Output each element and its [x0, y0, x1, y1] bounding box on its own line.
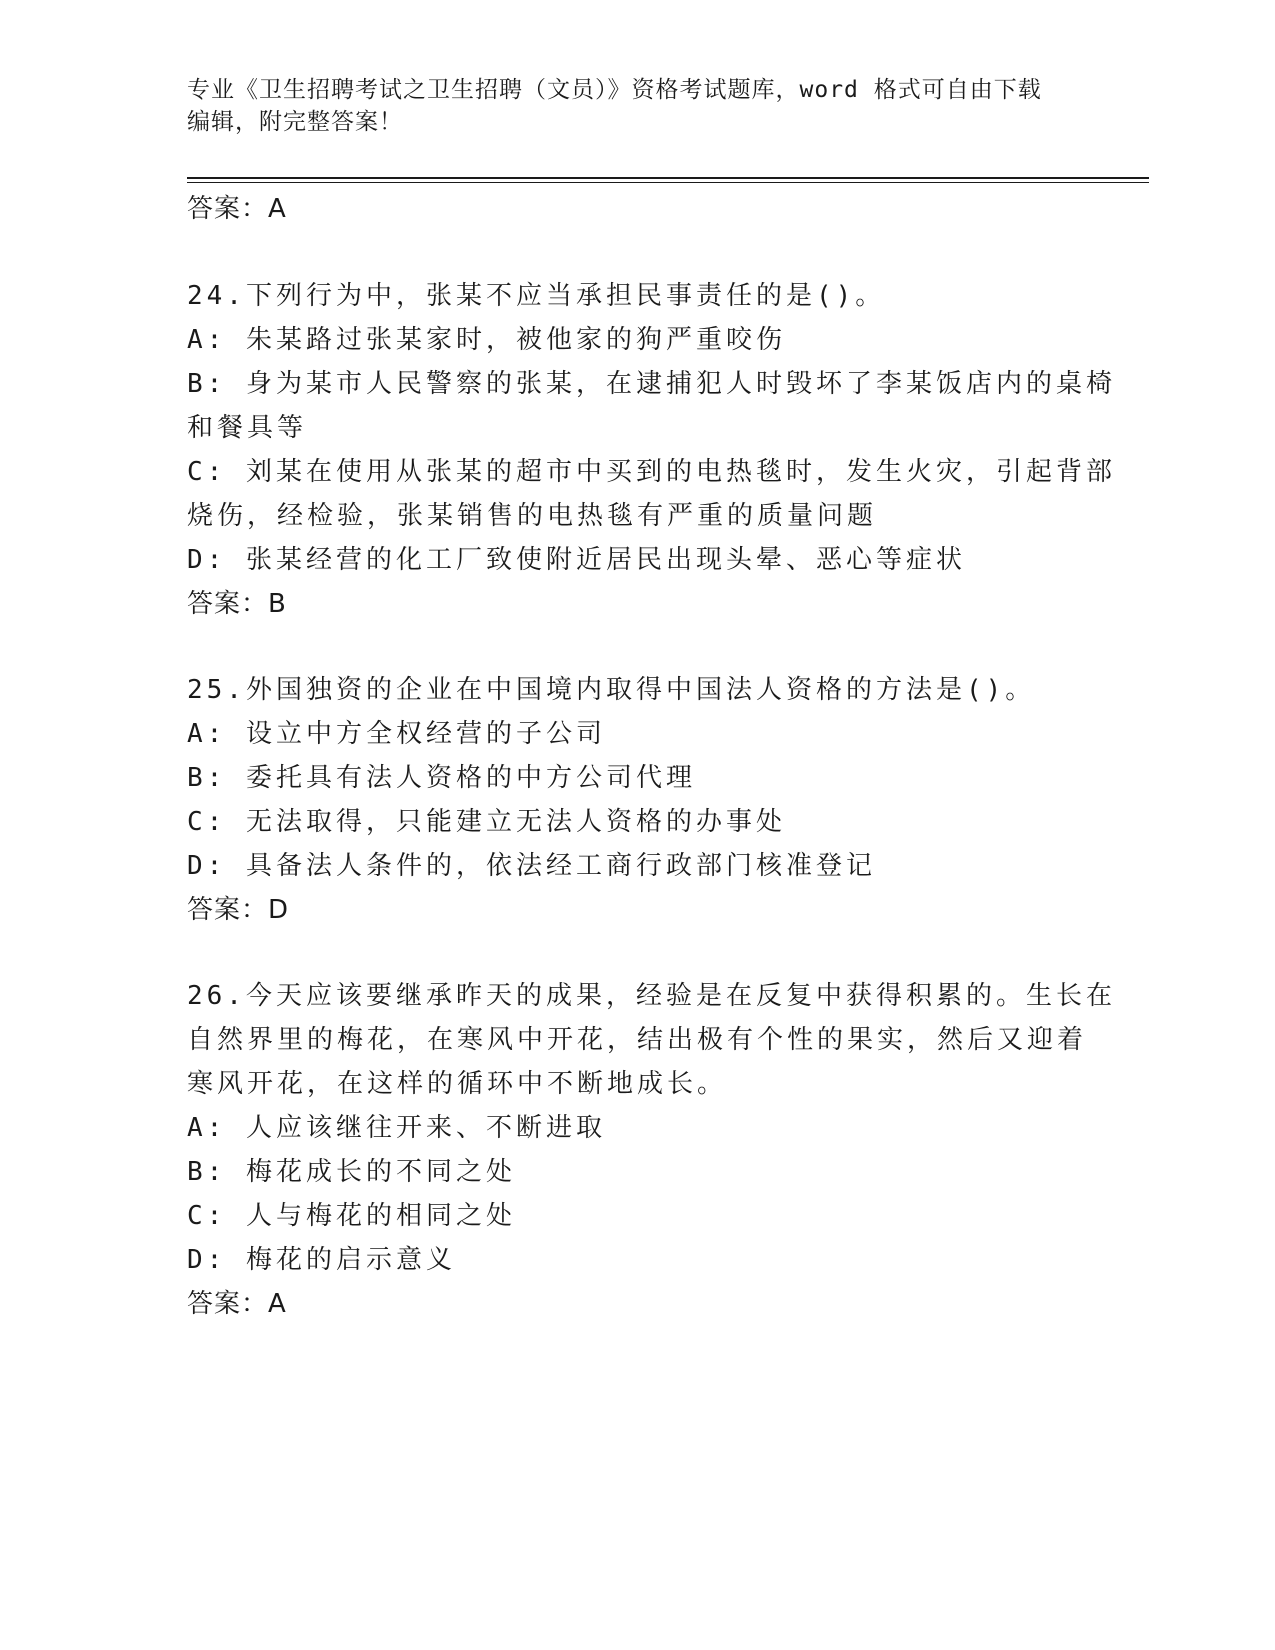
question-25-option-c: C: 无法取得，只能建立无法人资格的办事处: [187, 807, 786, 837]
question-24-option-a: A: 朱某路过张某家时，被他家的狗严重咬伤: [187, 325, 786, 355]
question-25-option-b: B: 委托具有法人资格的中方公司代理: [187, 763, 696, 793]
question-25-option-d: D: 具备法人条件的，依法经工商行政部门核准登记: [187, 851, 876, 881]
question-25-stem: 25.外国独资的企业在中国境内取得中国法人资格的方法是()。: [187, 675, 1036, 705]
header-divider-thick: [187, 177, 1149, 179]
question-24-option-b: B: 身为某市人民警察的张某，在逮捕犯人时毁坏了李某饭店内的桌椅: [187, 369, 1116, 399]
header-divider-thin: [187, 182, 1149, 183]
question-24-option-d: D: 张某经营的化工厂致使附近居民出现头晕、恶心等症状: [187, 545, 966, 575]
question-24-option-c-cont: 烧伤，经检验，张某销售的电热毯有严重的质量问题: [187, 501, 878, 531]
question-26-stem-line-1: 26.今天应该要继承昨天的成果，经验是在反复中获得积累的。生长在: [187, 981, 1116, 1011]
header-line-1: 专业《卫生招聘考试之卫生招聘（文员）》资格考试题库，word 格式可自由下载: [187, 77, 1042, 103]
question-24-option-c: C: 刘某在使用从张某的超市中买到的电热毯时，发生火灾，引起背部: [187, 457, 1116, 487]
question-26-option-a: A: 人应该继往开来、不断进取: [187, 1113, 606, 1143]
answer-previous: 答案：A: [187, 194, 287, 224]
question-24-stem: 24.下列行为中，张某不应当承担民事责任的是()。: [187, 281, 886, 311]
question-26-stem-line-3: 寒风开花，在这样的循环中不断地成长。: [187, 1069, 728, 1099]
question-25-answer: 答案：D: [187, 895, 290, 925]
question-25-option-a: A: 设立中方全权经营的子公司: [187, 719, 606, 749]
question-26-option-c: C: 人与梅花的相同之处: [187, 1201, 516, 1231]
question-26-stem-line-2: 自然界里的梅花，在寒风中开花，结出极有个性的果实，然后又迎着: [187, 1025, 1088, 1055]
question-24-answer: 答案：B: [187, 589, 287, 619]
page-header: [187, 74, 1067, 138]
question-24-option-b-cont: 和餐具等: [187, 413, 308, 443]
question-26-answer: 答案：A: [187, 1289, 287, 1319]
question-26-option-d: D: 梅花的启示意义: [187, 1245, 456, 1275]
header-line-2: 编辑，附完整答案！: [187, 109, 403, 135]
question-26-option-b: B: 梅花成长的不同之处: [187, 1157, 516, 1187]
